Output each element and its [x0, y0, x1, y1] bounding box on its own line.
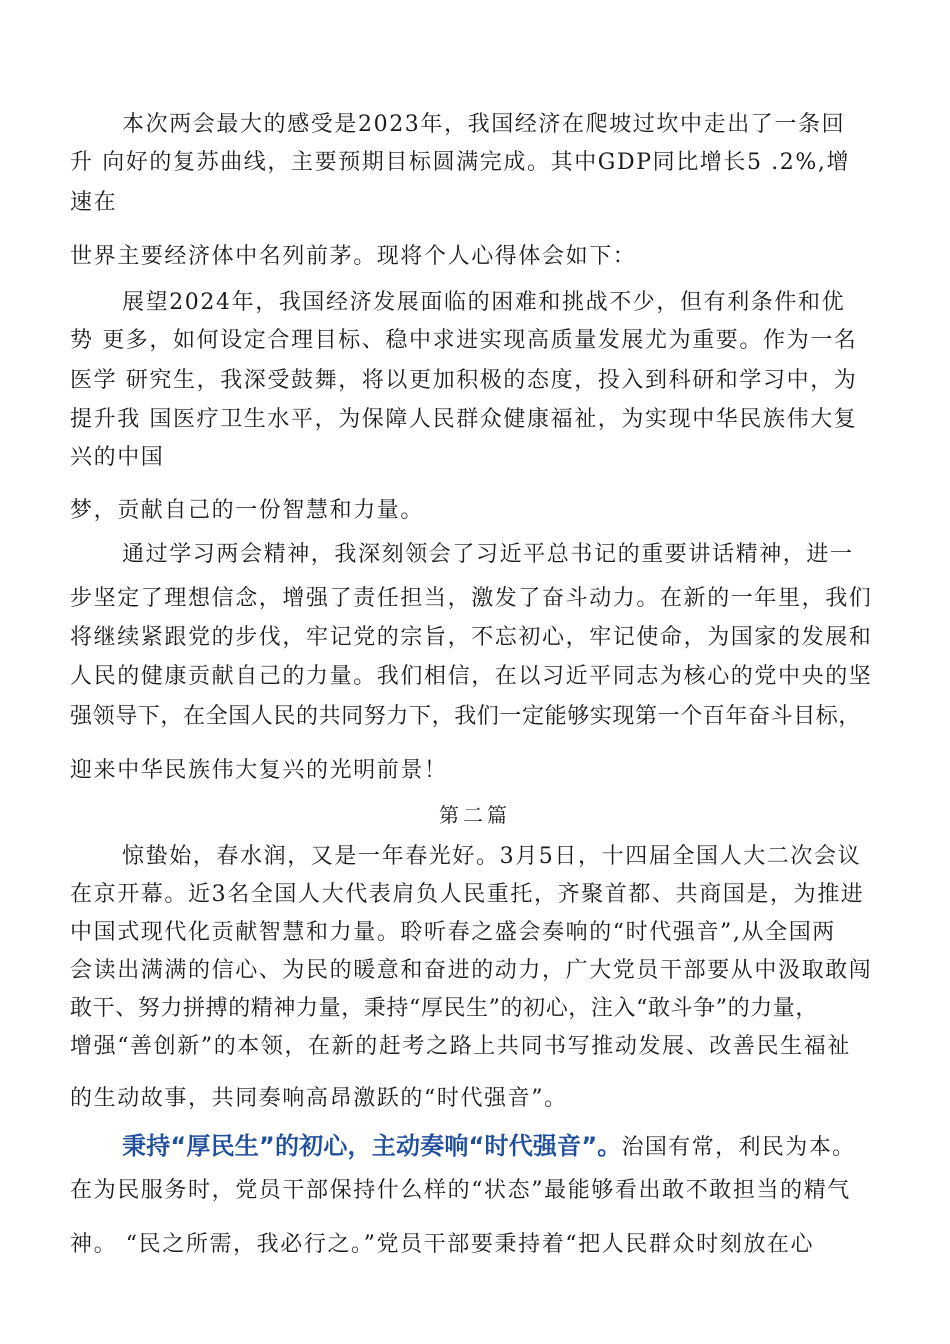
highlight-heading: 秉持“厚民生”的初心，主动奏响“时代强音”。: [122, 1132, 622, 1160]
highlight-paragraph-line-2: 神。 “民之所需，我必行之。”党员干部要秉持着“把人民群众时刻放在心: [70, 1232, 815, 1257]
section-paragraph-line-1: 惊蛰始，春水润，又是一年春光好。3月5日，十四届全国人大二次会议: [122, 844, 862, 869]
section-paragraph-line-5: 敢干、努力拼搏的精神力量，秉持“厚民生”的初心，注入“敢斗争”的力量，: [70, 996, 818, 1021]
paragraph-3-line-2: 步坚定了理想信念，增强了责任担当，激发了奋斗动力。在新的一年里，我们: [70, 586, 873, 611]
section-title: 第二篇: [439, 803, 511, 827]
paragraph-2-line-2: 势 更多，如何设定合理目标、稳中求进实现高质量发展尤为重要。作为一名: [70, 328, 858, 353]
paragraph-3-line-6: 迎来中华民族伟大复兴的光明前景！: [70, 758, 448, 783]
paragraph-1-line-1: 本次两会最大的感受是2023年，我国经济在爬坡过坎中走出了一条回: [122, 112, 846, 137]
highlight-paragraph-line-1: 在为民服务时，党员干部保持什么样的“状态”最能够看出敢不敢担当的精气: [70, 1178, 851, 1203]
paragraph-1-line-2: 升 向好的复苏曲线，主要预期目标圆满完成。其中GDP同比增长5 .2%,增: [70, 150, 851, 175]
paragraph-2-line-5: 兴的中国: [70, 445, 165, 470]
paragraph-1-line-3: 速在: [70, 190, 118, 215]
paragraph-2-line-4: 提升我 国医疗卫生水平，为保障人民群众健康福祉，为实现中华民族伟大复: [70, 407, 858, 432]
paragraph-2-line-1: 展望2024年，我国经济发展面临的困难和挑战不少，但有利条件和优: [122, 290, 846, 315]
section-paragraph-line-6: 增强“善创新”的本领，在新的赶考之路上共同书写推动发展、改善民生福祉: [70, 1034, 851, 1059]
section-paragraph-line-3: 中国式现代化贡献智慧和力量。聆听春之盛会奏响的“时代强音”,从全国两: [70, 920, 836, 945]
section-paragraph-line-2: 在京开幕。近3名全国人大代表肩负人民重托，齐聚首都、共商国是，为推进: [70, 882, 865, 907]
paragraph-3-line-4: 人民的健康贡献自己的力量。我们相信，在以习近平同志为核心的党中央的坚: [70, 664, 873, 689]
paragraph-3-line-3: 将继续紧跟党的步伐，牢记党的宗旨，不忘初心，牢记使命，为国家的发展和: [70, 625, 873, 650]
paragraph-2-line-6: 梦，贡献自己的一份智慧和力量。: [70, 498, 425, 523]
paragraph-3-line-1: 通过学习两会精神，我深刻领会了习近平总书记的重要讲话精神，进一: [122, 542, 854, 567]
highlight-heading-line: [122, 1131, 856, 1163]
paragraph-1-line-4: 世界主要经济体中名列前茅。现将个人心得体会如下：: [70, 244, 637, 269]
highlight-heading-tail: 治国有常，利民为本。: [621, 1135, 856, 1160]
paragraph-3-line-5: 强领导下，在全国人民的共同努力下，我们一定能够实现第一个百年奋斗目标，: [70, 704, 862, 729]
section-paragraph-line-7: 的生动故事，共同奏响高昂激跃的“时代强音”。: [70, 1086, 568, 1111]
section-paragraph-line-4: 会读出满满的信心、为民的暖意和奋进的动力，广大党员干部要从中汲取敢闯: [70, 958, 873, 983]
paragraph-2-line-3: 医学 研究生，我深受鼓舞，将以更加积极的态度，投入到科研和学习中，为: [70, 368, 858, 393]
